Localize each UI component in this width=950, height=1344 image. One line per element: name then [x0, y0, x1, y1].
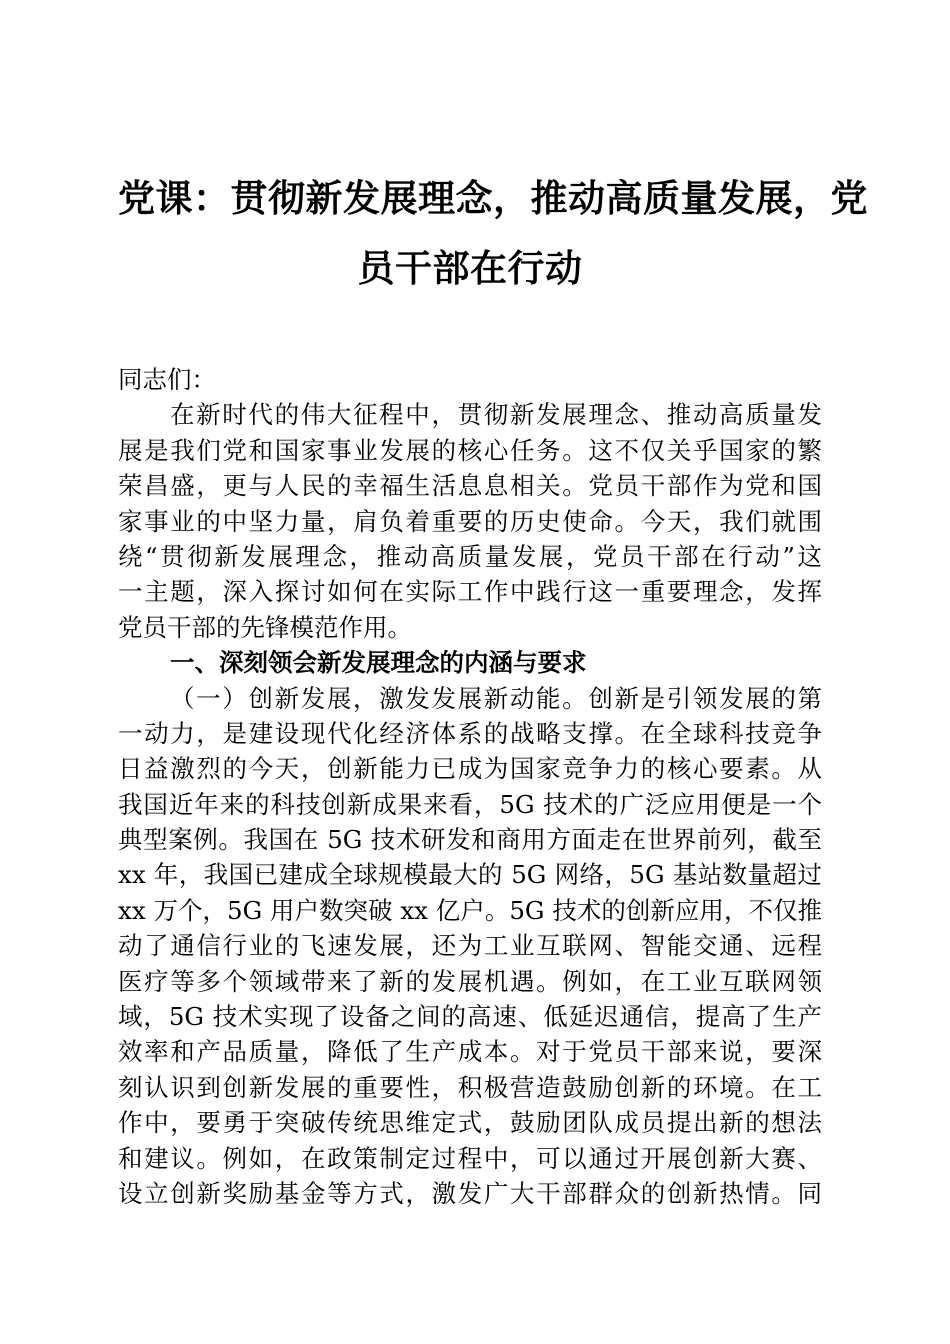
subsection-line: 我国近年来的科技创新成果来看，5G 技术的广泛应用便是一个: [118, 789, 822, 819]
intro-line: 展是我们党和国家事业发展的核心任务。这不仅关乎国家的繁: [118, 435, 822, 465]
subsection-line: 效率和产品质量，降低了生产成本。对于党员干部来说，要深: [118, 1037, 822, 1067]
document-title-line-2: 员干部在行动: [357, 246, 583, 290]
document-title-line-1: 党课：贯彻新发展理念，推动高质量发展，党: [118, 176, 868, 220]
intro-line: 党员干部的先锋模范作用。: [118, 612, 412, 642]
subsection-line: （一）创新发展，激发发展新动能。创新是引领发展的第: [170, 683, 822, 713]
subsection-line: 一动力，是建设现代化经济体系的战略支撑。在全球科技竞争: [118, 718, 822, 748]
document-body: [118, 362, 822, 1211]
subsection-line: xx 万个，5G 用户数突破 xx 亿户。5G 技术的创新应用，不仅推: [118, 895, 822, 925]
intro-line: 一主题，深入探讨如何在实际工作中践行这一重要理念，发挥: [118, 577, 822, 607]
intro-line: 绕“贯彻新发展理念，推动高质量发展，党员干部在行动”这: [118, 541, 822, 571]
subsection-line: 刻认识到创新发展的重要性，积极营造鼓励创新的环境。在工: [118, 1072, 822, 1102]
subsection-line: 典型案例。我国在 5G 技术研发和商用方面走在世界前列，截至: [118, 825, 822, 855]
subsection-line: xx 年，我国已建成全球规模最大的 5G 网络，5G 基站数量超过: [118, 860, 822, 890]
intro-line: 家事业的中坚力量，肩负着重要的历史使命。今天，我们就围: [118, 506, 822, 536]
subsection-line: 医疗等多个领域带来了新的发展机遇。例如，在工业互联网领: [118, 966, 822, 996]
subsection-line: 动了通信行业的飞速发展，还为工业互联网、智能交通、远程: [118, 931, 822, 961]
subsection-line: 作中，要勇于突破传统思维定式，鼓励团队成员提出新的想法: [118, 1108, 822, 1138]
intro-line: 荣昌盛，更与人民的幸福生活息息相关。党员干部作为党和国: [118, 471, 822, 501]
section-heading: 一、深刻领会新发展理念的内涵与要求: [170, 648, 587, 678]
subsection-line: 日益激烈的今天，创新能力已成为国家竞争力的核心要素。从: [118, 754, 822, 784]
subsection-line: 域，5G 技术实现了设备之间的高速、低延迟通信，提高了生产: [118, 1002, 822, 1032]
subsection-line: 和建议。例如，在政策制定过程中，可以通过开展创新大赛、: [118, 1143, 822, 1173]
subsection-line: 设立创新奖励基金等方式，激发广大干部群众的创新热情。同: [118, 1178, 822, 1208]
intro-line: 在新时代的伟大征程中，贯彻新发展理念、推动高质量发: [170, 400, 822, 430]
salutation: 同志们：: [118, 365, 216, 394]
